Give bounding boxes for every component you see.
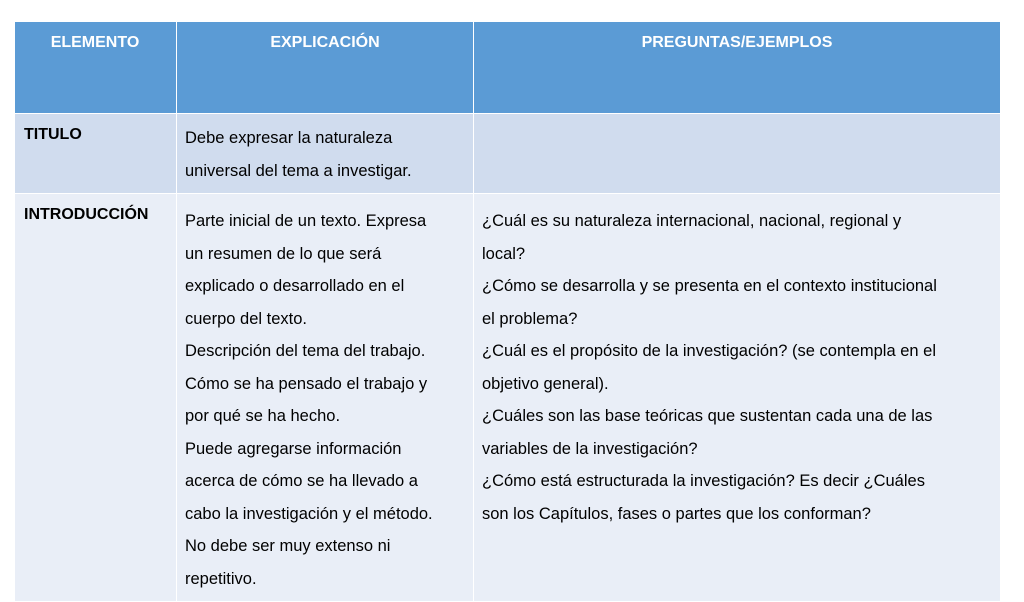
column-header-explicacion: EXPLICACIÓN <box>177 22 474 114</box>
questions-cell <box>474 114 1001 194</box>
header-row <box>15 22 1001 114</box>
table-row <box>15 194 1001 602</box>
column-header-elemento: ELEMENTO <box>15 22 177 114</box>
column-header-preguntas: PREGUNTAS/EJEMPLOS <box>474 22 1001 114</box>
explanation-cell: Parte inicial de un texto. Expresa un resumen de lo que será explicado o desarrollado en el cuerpo del texto. Descripción del tema del trabajo. Cómo se ha pensado el trabajo y por qué se ha hecho. Puede agregarse información acerca de cómo se ha llevado a cabo la investigación y el método. No debe ser muy extenso ni repetitivo. <box>177 194 474 602</box>
table-row <box>15 114 1001 194</box>
questions-cell: ¿Cuál es su naturaleza internacional, nacional, regional y local? ¿Cómo se desarrolla y se presenta en el contexto institucional el problema? ¿Cuál es el propósito de la investigación? (se contempla en el objetivo general). ¿Cuáles son las base teóricas que sustentan cada una de las variables de la investigación? ¿Cómo está estructurada la investigación? Es decir ¿Cuáles son los Capítulos, fases o partes que los conforman? <box>474 194 1001 602</box>
element-cell: INTRODUCCIÓN <box>15 194 177 602</box>
content-table <box>14 21 1001 602</box>
element-cell: TITULO <box>15 114 177 194</box>
explanation-cell: Debe expresar la naturaleza universal del tema a investigar. <box>177 114 474 194</box>
